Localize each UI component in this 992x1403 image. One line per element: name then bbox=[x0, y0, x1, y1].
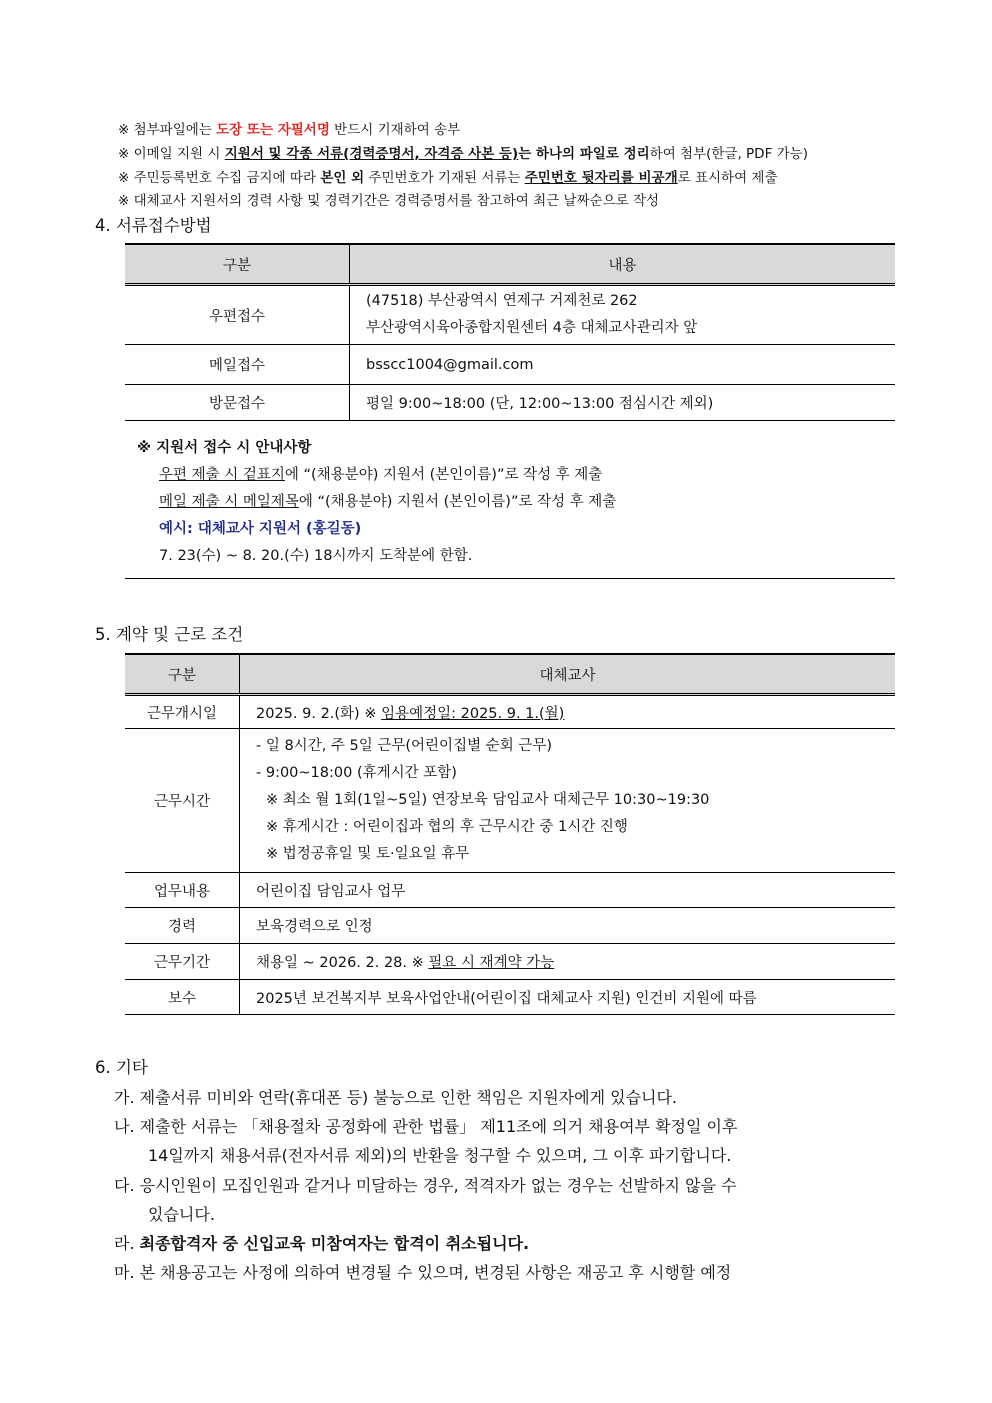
table-row bbox=[125, 345, 895, 385]
note-text: ※ 이메일 지원 시 bbox=[118, 146, 225, 162]
note-emphasis-red: 도장 또는 자필서명 bbox=[216, 122, 330, 138]
note-text: 반드시 기재하여 송부 bbox=[329, 122, 461, 138]
row-label: 메일접수 bbox=[125, 345, 350, 385]
guide-underlined: 우편 제출 시 겉표지 bbox=[159, 467, 285, 483]
row-value: 평일 9:00~18:00 (단, 12:00~13:00 점심시간 제외) bbox=[350, 385, 896, 421]
row-label: 업무내용 bbox=[125, 873, 240, 908]
etc-item-da-cont: 있습니다. bbox=[148, 1205, 215, 1224]
etc-item-na-cont: 14일까지 채용서류(전자서류 제외)의 반환을 청구할 수 있으며, 그 이후 파기합니다. bbox=[148, 1146, 732, 1165]
submission-table bbox=[125, 243, 895, 421]
note-emphasis: 는 하나의 파일로 정리 bbox=[518, 146, 650, 162]
table-header-role: 대체교사 bbox=[240, 654, 896, 695]
guide-text: 에 “(채용분야) 지원서 (본인이름)”로 작성 후 제출 bbox=[284, 467, 603, 483]
table-header-category: 구분 bbox=[125, 654, 240, 695]
appointment-date: 임용예정일: 2025. 9. 1.(월) bbox=[381, 705, 565, 722]
etc-item-ga: 가. 제출서류 미비와 연락(휴대폰 등) 불능으로 인한 책임은 지원자에게 있습니다. bbox=[114, 1088, 678, 1107]
etc-prefix: 라. bbox=[114, 1234, 140, 1253]
row-value: 2025년 보건복지부 보육사업안내(어린이집 대체교사 지원) 인건비 지원에 따름 bbox=[240, 980, 896, 1015]
hours-note: ※ 최소 월 1회(1일~5일) 연장보육 담임교사 대체근무 10:30~19:30 bbox=[266, 792, 710, 808]
table-row bbox=[125, 908, 895, 944]
row-label: 근무시간 bbox=[125, 729, 240, 873]
guide-postal bbox=[159, 463, 602, 484]
conditions-table bbox=[125, 653, 895, 1015]
note-text: ※ 주민등록번호 수집 금지에 따라 bbox=[118, 170, 321, 186]
hours-line: - 일 8시간, 주 5일 근무(어린이집별 순회 근무) bbox=[256, 738, 552, 754]
row-value: 어린이집 담임교사 업무 bbox=[240, 873, 896, 908]
guide-deadline: 7. 23(수) ~ 8. 20.(수) 18시까지 도착분에 한함. bbox=[159, 548, 473, 564]
hours-note: ※ 법정공휴일 및 토·일요일 휴무 bbox=[266, 846, 470, 862]
note-signature bbox=[118, 118, 460, 138]
row-value bbox=[240, 695, 896, 729]
row-label: 우편접수 bbox=[125, 285, 350, 345]
table-row bbox=[125, 285, 895, 345]
row-label: 경력 bbox=[125, 908, 240, 944]
note-text: 주민번호가 기재된 서류는 bbox=[364, 170, 525, 186]
address-line: 부산광역시육아종합지원센터 4층 대체교사관리자 앞 bbox=[366, 320, 698, 336]
note-emphasis: 본인 외 bbox=[320, 170, 365, 186]
row-value bbox=[350, 285, 896, 345]
row-label: 방문접수 bbox=[125, 385, 350, 421]
etc-emphasis: 최종합격자 중 신입교육 미참여자는 합격이 취소됩니다. bbox=[139, 1234, 530, 1253]
row-label: 근무기간 bbox=[125, 944, 240, 980]
note-text: 로 표시하여 제출 bbox=[677, 170, 778, 186]
table-row bbox=[125, 695, 895, 729]
hours-line: - 9:00~18:00 (휴게시간 포함) bbox=[256, 765, 457, 781]
table-row bbox=[125, 980, 895, 1015]
guide-underlined: 메일 제출 시 메일제목 bbox=[159, 494, 299, 510]
email-address: bsscc1004@gmail.com bbox=[350, 345, 896, 385]
section-4-heading: 4. 서류접수방법 bbox=[95, 216, 212, 235]
period-text: 채용일 ~ 2026. 2. 28. ※ bbox=[256, 955, 429, 971]
guide-example: 예시: 대체교사 지원서 (홍길동) bbox=[159, 521, 362, 537]
note-career-order bbox=[118, 189, 659, 209]
table-row bbox=[125, 944, 895, 980]
table-row bbox=[125, 873, 895, 908]
guide-title: ※ 지원서 접수 시 안내사항 bbox=[137, 440, 312, 456]
table-header-content: 내용 bbox=[350, 244, 896, 285]
start-date: 2025. 9. 2.(화) ※ bbox=[256, 705, 382, 722]
divider bbox=[125, 578, 895, 579]
guide-text: 에 “(채용분야) 지원서 (본인이름)”로 작성 후 제출 bbox=[298, 494, 617, 510]
hours-note: ※ 휴게시간 : 어린이집과 협의 후 근무시간 중 1시간 진행 bbox=[266, 819, 628, 835]
etc-item-na: 나. 제출한 서류는 「채용절차 공정화에 관한 법률」 제11조에 의거 채용여부 확정일 이후 bbox=[114, 1117, 738, 1136]
note-emphasis: 주민번호 뒷자리를 비공개 bbox=[524, 170, 678, 186]
table-row bbox=[125, 385, 895, 421]
row-label: 근무개시일 bbox=[125, 695, 240, 729]
row-label: 보수 bbox=[125, 980, 240, 1015]
note-email-attach bbox=[118, 142, 808, 162]
note-text: 하여 첨부(한글, PDF 가능) bbox=[649, 146, 808, 162]
etc-item-ra bbox=[114, 1231, 529, 1254]
section-6-heading: 6. 기타 bbox=[95, 1058, 148, 1077]
note-emphasis: 지원서 및 각종 서류(경력증명서, 자격증 사본 등) bbox=[224, 146, 519, 162]
address-line: (47518) 부산광역시 연제구 거제천로 262 bbox=[366, 293, 638, 309]
note-resident-number bbox=[118, 166, 778, 186]
table-header-category: 구분 bbox=[125, 244, 350, 285]
guide-email bbox=[159, 490, 616, 511]
etc-item-da: 다. 응시인원이 모집인원과 같거나 미달하는 경우, 적격자가 없는 경우는 선발하지 않을 수 bbox=[114, 1176, 737, 1195]
etc-item-ma: 마. 본 채용공고는 사정에 의하여 변경될 수 있으며, 변경된 사항은 재공고 후 시행할 예정 bbox=[114, 1263, 732, 1282]
row-value: 보육경력으로 인정 bbox=[240, 908, 896, 944]
row-value bbox=[240, 729, 896, 873]
section-5-heading: 5. 계약 및 근로 조건 bbox=[95, 625, 244, 644]
renewal-note: 필요 시 재계약 가능 bbox=[428, 955, 555, 971]
note-text: ※ 첨부파일에는 bbox=[118, 122, 217, 138]
table-row bbox=[125, 729, 895, 873]
note-text: ※ 대체교사 지원서의 경력 사항 및 경력기간은 경력증명서를 참고하여 최근 날짜순으로 작성 bbox=[118, 193, 660, 209]
row-value bbox=[240, 944, 896, 980]
